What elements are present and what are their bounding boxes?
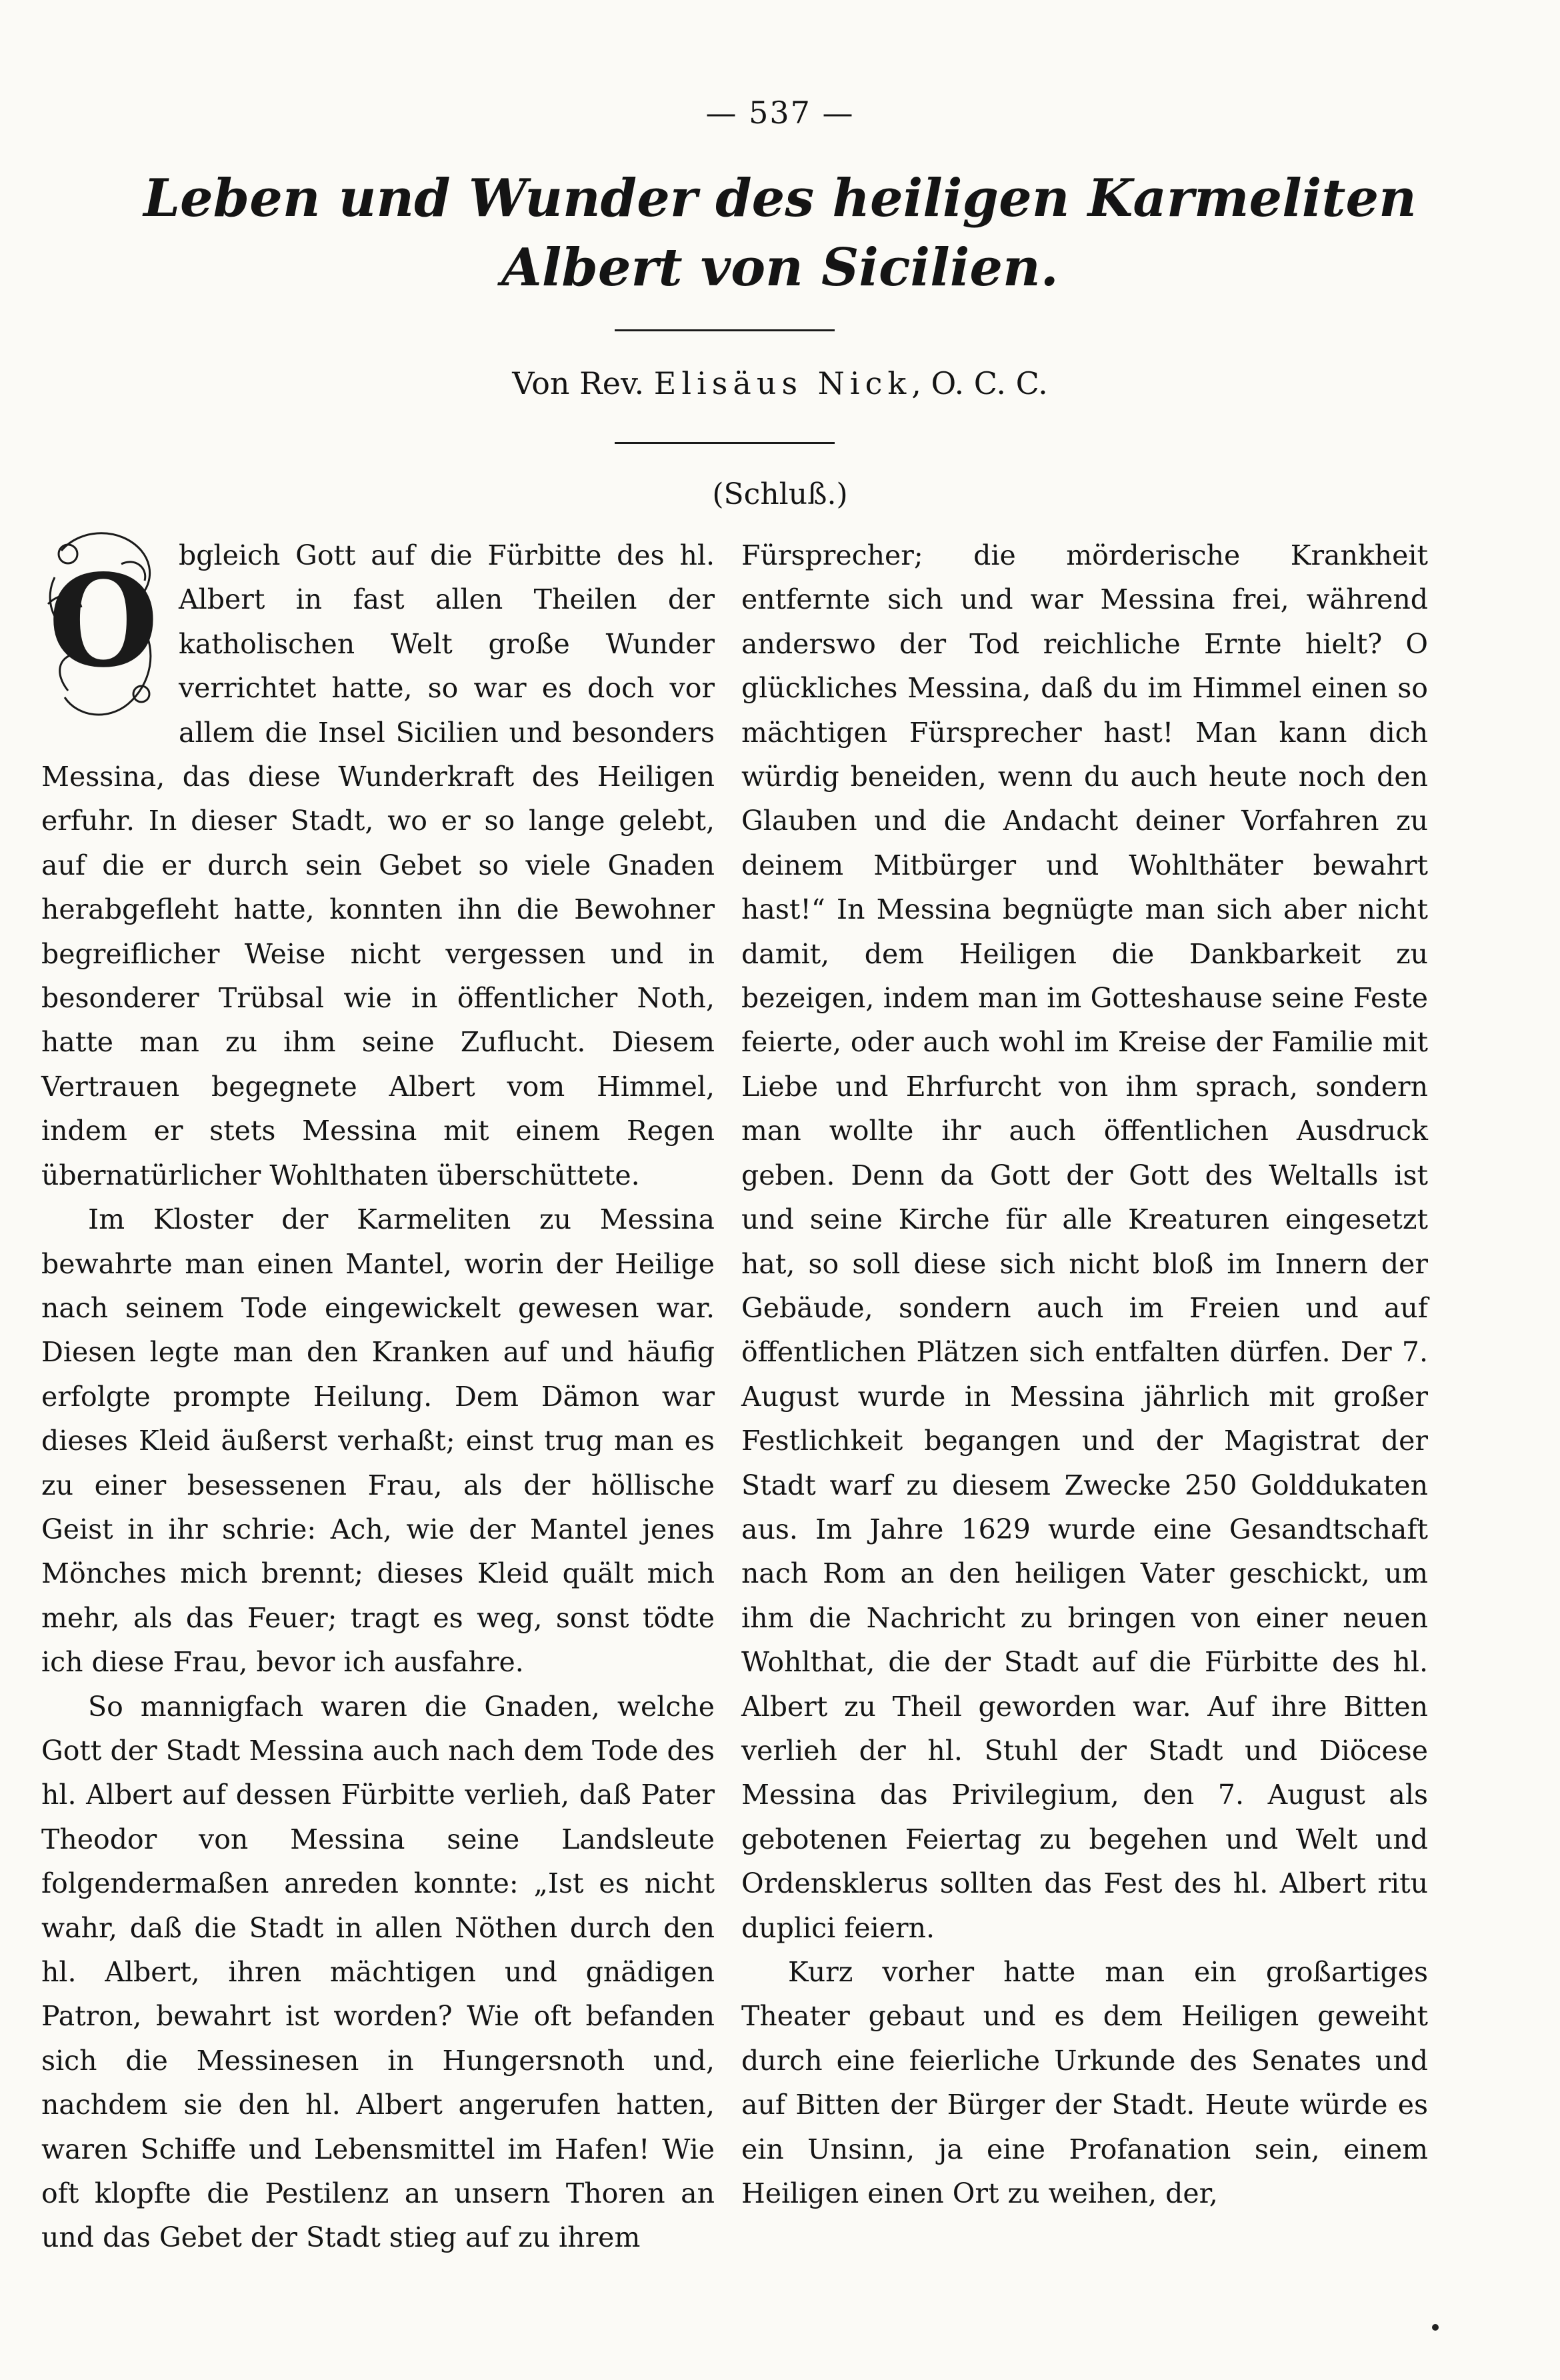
title-line-2: Albert von Sicilien. xyxy=(501,237,1059,298)
left-paragraph-2: Im Kloster der Karmeliten zu Messina bewahrte man einen Mantel, worin der Heilige nach seinem Tode eingewickelt gewesen war. Diesen legte man den Kranken auf und häufig erfolgte prompte Heilung. Dem Dämon war dieses Kleid äußerst verhaßt; einst trug man es zu einer besessenen Frau, als der höllische Geist in ihr schrie: Ach, wie der Mantel jenes Mönches mich brennt; dieses Kleid quält mich mehr, als das Feuer; tragt es weg, sonst tödte ich diese Frau, bevor ich ausfahre. xyxy=(41,1203,715,1679)
conclusion-label: (Schluß.) xyxy=(712,477,848,511)
byline-order: , O. C. C. xyxy=(911,365,1048,401)
ornamental-initial xyxy=(41,524,165,724)
left-column xyxy=(41,533,715,2260)
byline-divider xyxy=(615,442,835,444)
left-paragraph-3: So mannigfach waren die Gnaden, welche Gott der Stadt Messina auch nach dem Tode des hl. Albert auf dessen Fürbitte verlieh, daß Pater Theodor von Messina seine Landsleute folgendermaßen anreden konnte: „Ist es nicht wahr, daß die Stadt in allen Nöthen durch den hl. Albert, ihren mächtigen und gnädigen Patron, bewahrt ist worden? Wie oft befanden sich die Messinesen in Hungersnoth und, nachdem sie den hl. Albert angerufen hatten, waren Schiffe und Lebensmittel im Hafen! Wie oft klopfte die Pestilenz an unsern Thoren an und das Gebet der Stadt stieg auf zu ihrem xyxy=(41,1690,715,2254)
title-line-1: Leben und Wunder des heiligen Karmeliten xyxy=(143,168,1417,229)
right-paragraph-1: Fürsprecher; die mörderische Krankheit entfernte sich und war Messina frei, während anderswo der Tod reichliche Ernte hielt? O glückliches Messina, daß du im Himmel einen so mächtigen Fürsprecher hast! Man kann dich würdig beneiden, wenn du auch heute noch den Glauben und die Andacht deiner Vorfahren zu deinem Mitbürger und Wohlthäter bewahrt hast!“ In Messina begnügte man sich aber nicht damit, dem Heiligen die Dankbarkeit zu bezeigen, indem man im Gotteshause seine Feste feierte, oder auch wohl im Kreise der Familie mit Liebe und Ehrfurcht von ihm sprach, sondern man wollte ihr auch öffentlichen Ausdruck geben. Denn da Gott der Gott des Weltalls ist und seine Kirche für alle Kreaturen eingesetzt hat, so soll diese sich nicht bloß im Innern der Gebäude, sondern auch im Freien und auf öffentlichen Plätzen sich entfalten dürfen. Der 7. August wurde in Messina jährlich mit großer Festlichkeit begangen und der Magistrat der Stadt warf zu diesem Zwecke 250 Golddukaten aus. Im Jahre 1629 wurde eine Gesandtschaft nach Rom an den heiligen Vater geschickt, um ihm die Nachricht zu bringen von einer neuen Wohlthat, die der Stadt auf die Fürbitte des hl. Albert zu Theil geworden war. Auf ihre Bitten verlieh der hl. Stuhl der Stadt und Diöcese Messina das Privilegium, den 7. August als gebotenen Feiertag zu begehen und Welt und Ordensklerus sollten das Fest des hl. Albert ritu duplici feiern. xyxy=(741,539,1428,1944)
byline-prefix: Von Rev. xyxy=(512,365,645,401)
left-paragraph-1 xyxy=(41,533,715,1197)
article-title xyxy=(0,164,1560,303)
title-divider xyxy=(615,329,835,331)
ornamental-initial-icon xyxy=(41,524,165,724)
right-paragraph-2: Kurz vorher hatte man ein großartiges Theater gebaut und es dem Heiligen geweiht durch eine feierliche Urkunde des Senates und auf Bitten der Bürger der Stadt. Heute würde es ein Unsinn, ja eine Profanation sein, einem Heiligen einen Ort zu weihen, der, xyxy=(741,1956,1428,2210)
left-paragraph-1-text: bgleich Gott auf die Fürbitte des hl. Albert in fast allen Theilen der katholischen Welt große Wunder verrichtet hatte, so war es doch vor allem die Insel Sicilien und besonders Messina, das diese Wunderkraft des Heiligen erfuhr. In dieser Stadt, wo er so lange gelebt, auf die er durch sein Gebet so viele Gnaden herabgefleht hatte, konnten ihn die Bewohner begreiflicher Weise nicht vergessen und in besonderer Trübsal wie in öffentlicher Noth, hatte man zu ihm seine Zuflucht. Diesem Vertrauen begegnete Albert vom Himmel, indem er stets Messina mit einem Regen übernatürlicher Wohlthaten überschüttete. xyxy=(41,539,715,1191)
byline xyxy=(0,365,1560,401)
svg-text:O: O xyxy=(48,547,159,695)
right-column xyxy=(741,533,1428,2215)
margin-dot xyxy=(1432,2324,1439,2331)
author-name: Elisäus Nick xyxy=(653,365,912,401)
page-number: — 537 — xyxy=(705,95,855,131)
